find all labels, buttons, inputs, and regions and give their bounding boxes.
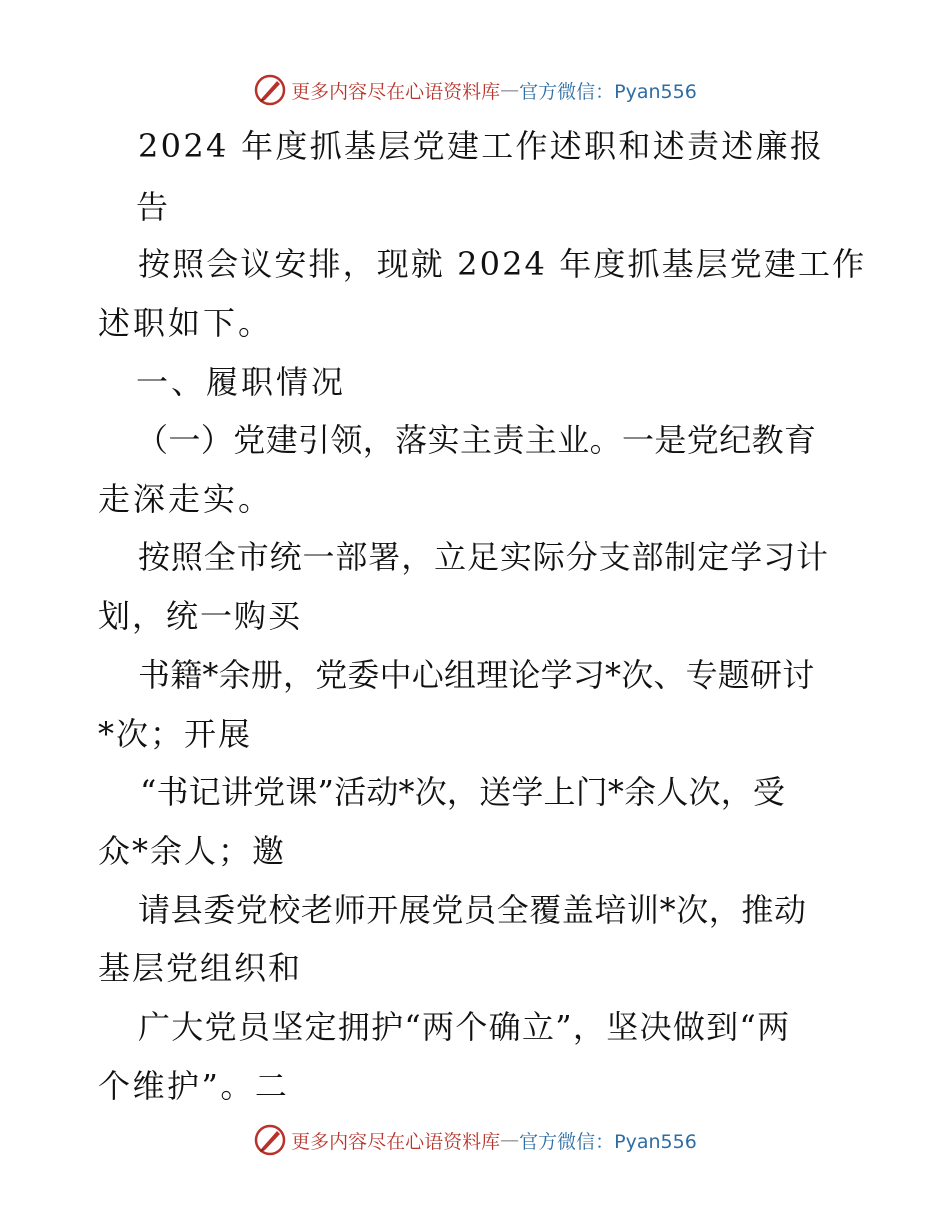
document-title-line-2: 告 bbox=[136, 188, 169, 226]
watermark-contact-text: 官方微信：Pyan556 bbox=[519, 1130, 697, 1153]
paragraph-line: “书记讲党课”活动*次，送学上门*余人次，受 bbox=[140, 773, 786, 811]
paragraph-line: 基层党组织和 bbox=[98, 949, 303, 987]
paragraph-line: 述职如下。 bbox=[98, 304, 274, 342]
paragraph-line: 划，统一购买 bbox=[98, 597, 303, 635]
quill-pen-circle-icon bbox=[253, 73, 287, 107]
watermark-brand-text: 更多内容尽在心语资料库 bbox=[291, 1130, 501, 1153]
paragraph-line: 个维护”。二 bbox=[98, 1067, 290, 1105]
quill-pen-circle-icon bbox=[253, 1123, 287, 1157]
paragraph-line: *次；开展 bbox=[98, 715, 253, 753]
paragraph-line: （一）党建引领，落实主责主业。一是党纪教育 bbox=[136, 421, 817, 459]
paragraph-line: 广大党员坚定拥护“两个确立”，坚决做到“两 bbox=[138, 1008, 791, 1046]
paragraph-line: 书籍*余册，党委中心组理论学习*次、专题研讨 bbox=[138, 656, 815, 694]
watermark-banner-bottom bbox=[0, 1120, 950, 1160]
paragraph-line: 众*余人；邀 bbox=[98, 832, 287, 870]
section-heading: 一、履职情况 bbox=[136, 363, 347, 401]
paragraph-line: 按照会议安排，现就 2024 年度抓基层党建工作 bbox=[138, 245, 867, 283]
watermark-contact-text: 官方微信：Pyan556 bbox=[519, 80, 697, 103]
watermark-separator: — bbox=[500, 1129, 520, 1151]
watermark-brand-text: 更多内容尽在心语资料库 bbox=[291, 80, 501, 103]
paragraph-line: 请县委党校老师开展党员全覆盖培训*次，推动 bbox=[138, 891, 807, 929]
watermark-separator: — bbox=[500, 79, 520, 101]
paragraph-line: 走深走实。 bbox=[98, 480, 274, 518]
document-title-line-1: 2024 年度抓基层党建工作述职和述责述廉报 bbox=[138, 127, 825, 165]
paragraph-line: 按照全市统一部署，立足实际分支部制定学习计 bbox=[138, 538, 829, 576]
watermark-banner-top bbox=[0, 70, 950, 110]
